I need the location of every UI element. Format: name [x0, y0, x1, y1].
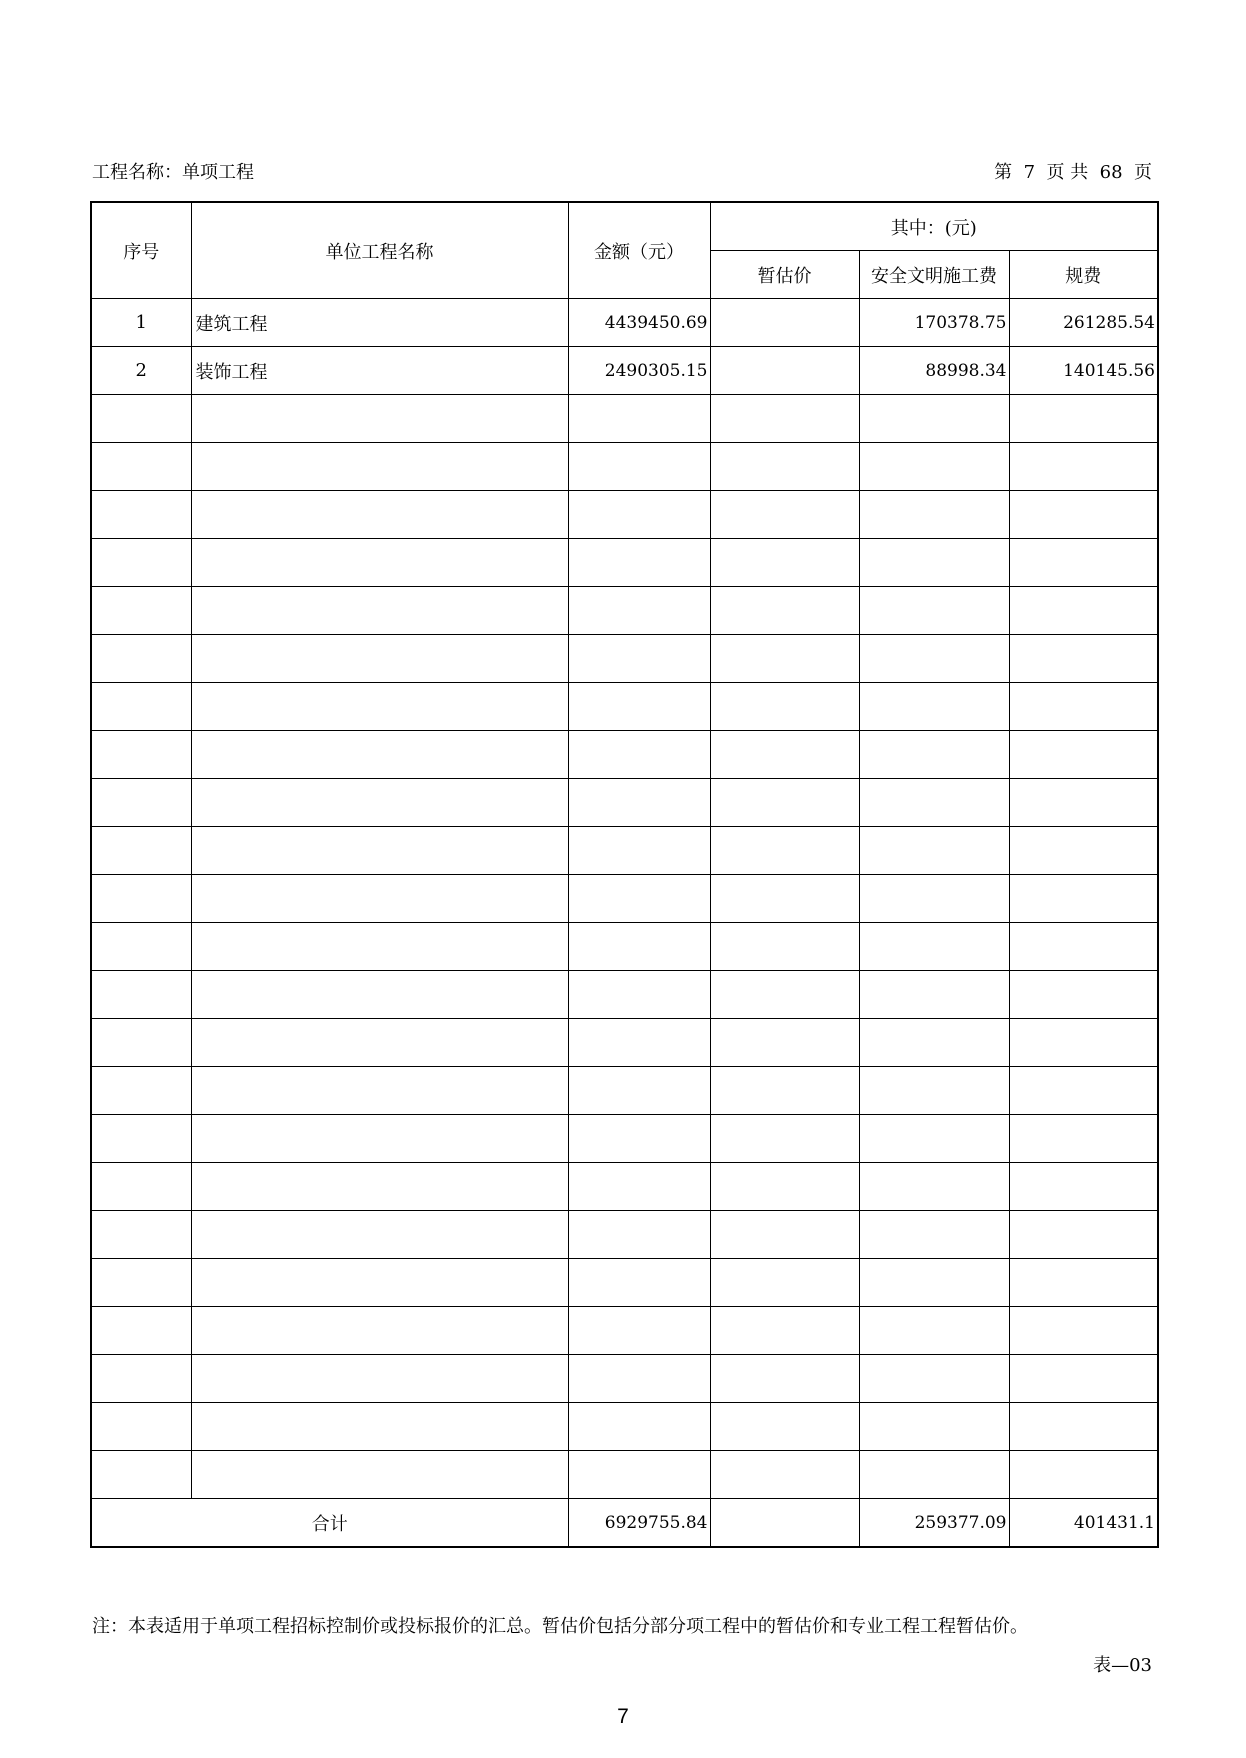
empty-row: [91, 683, 1158, 731]
total-fees: 401431.1: [1009, 1499, 1158, 1548]
cell-fees: [1009, 1211, 1158, 1259]
cell-provisional: [710, 539, 859, 587]
cell-fees: [1009, 923, 1158, 971]
cell-amount: [568, 1067, 710, 1115]
summary-table: [90, 201, 1159, 1548]
empty-row: [91, 827, 1158, 875]
cell-name: 建筑工程: [191, 299, 568, 347]
total-label: 合计: [91, 1499, 568, 1548]
cell-name: [191, 1211, 568, 1259]
cell-safety: [859, 1067, 1009, 1115]
cell-safety: [859, 539, 1009, 587]
cell-provisional: [710, 1163, 859, 1211]
cell-safety: [859, 491, 1009, 539]
cell-fees: [1009, 395, 1158, 443]
cell-fees: [1009, 1403, 1158, 1451]
total-amount: 6929755.84: [568, 1499, 710, 1548]
cell-safety: [859, 395, 1009, 443]
cell-name: [191, 443, 568, 491]
cell-safety: [859, 1403, 1009, 1451]
cell-safety: 170378.75: [859, 299, 1009, 347]
cell-fees: [1009, 1019, 1158, 1067]
cell-amount: [568, 875, 710, 923]
cell-fees: [1009, 683, 1158, 731]
header-row-1: [91, 202, 1158, 251]
cell-fees: [1009, 443, 1158, 491]
cell-name: [191, 1451, 568, 1499]
cell-seq: [91, 875, 191, 923]
cell-amount: [568, 539, 710, 587]
empty-row: [91, 1211, 1158, 1259]
cell-amount: [568, 635, 710, 683]
col-name-header: 单位工程名称: [191, 202, 568, 299]
cell-provisional: [710, 1067, 859, 1115]
cell-amount: [568, 1019, 710, 1067]
cell-name: [191, 875, 568, 923]
cell-amount: [568, 1163, 710, 1211]
total-safety: 259377.09: [859, 1499, 1009, 1548]
empty-row: [91, 395, 1158, 443]
cell-name: [191, 1403, 568, 1451]
cell-safety: [859, 1163, 1009, 1211]
col-amount-header: 金额（元）: [568, 202, 710, 299]
cell-amount: [568, 923, 710, 971]
cell-provisional: [710, 827, 859, 875]
empty-row: [91, 587, 1158, 635]
cell-name: [191, 395, 568, 443]
empty-row: [91, 635, 1158, 683]
cell-seq: [91, 1355, 191, 1403]
cell-seq: 1: [91, 299, 191, 347]
cell-safety: 88998.34: [859, 347, 1009, 395]
cell-name: [191, 1163, 568, 1211]
table-row: [91, 299, 1158, 347]
empty-row: [91, 731, 1158, 779]
cell-safety: [859, 923, 1009, 971]
cell-amount: [568, 1307, 710, 1355]
empty-row: [91, 1067, 1158, 1115]
cell-name: [191, 923, 568, 971]
cell-seq: 2: [91, 347, 191, 395]
cell-name: [191, 1259, 568, 1307]
cell-name: [191, 731, 568, 779]
empty-row: [91, 443, 1158, 491]
empty-row: [91, 1355, 1158, 1403]
cell-provisional: [710, 1355, 859, 1403]
cell-fees: [1009, 779, 1158, 827]
cell-safety: [859, 1451, 1009, 1499]
page-info: 第 7 页 共 68 页: [994, 162, 1152, 183]
form-number: 表—03: [1093, 1655, 1152, 1676]
cell-fees: [1009, 587, 1158, 635]
cell-seq: [91, 1259, 191, 1307]
empty-row: [91, 1259, 1158, 1307]
empty-row: [91, 779, 1158, 827]
cell-safety: [859, 443, 1009, 491]
cell-amount: [568, 683, 710, 731]
cell-seq: [91, 1067, 191, 1115]
cell-safety: [859, 1211, 1009, 1259]
cell-provisional: [710, 395, 859, 443]
cell-name: 装饰工程: [191, 347, 568, 395]
empty-row: [91, 923, 1158, 971]
cell-seq: [91, 1451, 191, 1499]
cell-safety: [859, 971, 1009, 1019]
cell-name: [191, 1067, 568, 1115]
cell-amount: [568, 731, 710, 779]
cell-amount: [568, 443, 710, 491]
cell-fees: [1009, 1307, 1158, 1355]
empty-row: [91, 1451, 1158, 1499]
cell-provisional: [710, 1259, 859, 1307]
cell-safety: [859, 1019, 1009, 1067]
cell-name: [191, 683, 568, 731]
cell-seq: [91, 1019, 191, 1067]
cell-provisional: [710, 347, 859, 395]
cell-safety: [859, 875, 1009, 923]
table-row: [91, 347, 1158, 395]
cell-fees: 140145.56: [1009, 347, 1158, 395]
cell-provisional: [710, 1211, 859, 1259]
col-seq-header: 序号: [91, 202, 191, 299]
cell-seq: [91, 395, 191, 443]
cell-safety: [859, 1307, 1009, 1355]
cell-provisional: [710, 1307, 859, 1355]
cell-amount: [568, 971, 710, 1019]
total-provisional: [710, 1499, 859, 1548]
cell-seq: [91, 491, 191, 539]
cell-fees: [1009, 539, 1158, 587]
cell-amount: [568, 779, 710, 827]
cell-fees: [1009, 875, 1158, 923]
total-row: [91, 1499, 1158, 1548]
table-note: 注：本表适用于单项工程招标控制价或投标报价的汇总。暂估价包括分部分项工程中的暂估价和专业工程工程暂估价。: [92, 1616, 1028, 1637]
cell-provisional: [710, 683, 859, 731]
empty-row: [91, 491, 1158, 539]
cell-seq: [91, 827, 191, 875]
cell-fees: [1009, 971, 1158, 1019]
cell-name: [191, 1355, 568, 1403]
cell-fees: [1009, 1067, 1158, 1115]
cell-seq: [91, 1211, 191, 1259]
cell-fees: [1009, 635, 1158, 683]
project-name: 工程名称：单项工程: [92, 162, 254, 183]
cell-provisional: [710, 875, 859, 923]
empty-row: [91, 875, 1158, 923]
empty-row: [91, 1403, 1158, 1451]
cell-seq: [91, 731, 191, 779]
cell-provisional: [710, 1115, 859, 1163]
cell-seq: [91, 1115, 191, 1163]
cell-provisional: [710, 923, 859, 971]
cell-amount: 4439450.69: [568, 299, 710, 347]
cell-name: [191, 1115, 568, 1163]
cell-safety: [859, 827, 1009, 875]
cell-name: [191, 827, 568, 875]
cell-amount: [568, 395, 710, 443]
col-safety-header: 安全文明施工费: [859, 251, 1009, 299]
cell-name: [191, 779, 568, 827]
cell-fees: [1009, 1259, 1158, 1307]
cell-fees: [1009, 1451, 1158, 1499]
empty-row: [91, 539, 1158, 587]
cell-seq: [91, 587, 191, 635]
cell-seq: [91, 443, 191, 491]
cell-seq: [91, 971, 191, 1019]
cell-seq: [91, 1163, 191, 1211]
cell-amount: [568, 1451, 710, 1499]
cell-name: [191, 587, 568, 635]
cell-fees: [1009, 827, 1158, 875]
empty-row: [91, 971, 1158, 1019]
cell-amount: [568, 491, 710, 539]
cell-provisional: [710, 971, 859, 1019]
cell-amount: [568, 1403, 710, 1451]
cell-fees: [1009, 1355, 1158, 1403]
cell-safety: [859, 587, 1009, 635]
cell-safety: [859, 1355, 1009, 1403]
cell-provisional: [710, 491, 859, 539]
cell-seq: [91, 923, 191, 971]
cell-amount: [568, 1115, 710, 1163]
cell-safety: [859, 635, 1009, 683]
cell-safety: [859, 1115, 1009, 1163]
cell-provisional: [710, 299, 859, 347]
empty-row: [91, 1019, 1158, 1067]
empty-row: [91, 1115, 1158, 1163]
cell-name: [191, 539, 568, 587]
empty-row: [91, 1163, 1158, 1211]
cell-amount: [568, 1355, 710, 1403]
cell-safety: [859, 731, 1009, 779]
cell-name: [191, 491, 568, 539]
cell-seq: [91, 1403, 191, 1451]
page-number: 7: [617, 1705, 629, 1728]
cell-provisional: [710, 731, 859, 779]
cell-seq: [91, 539, 191, 587]
cell-name: [191, 635, 568, 683]
cell-provisional: [710, 635, 859, 683]
cell-amount: [568, 1259, 710, 1307]
col-provisional-header: 暂估价: [710, 251, 859, 299]
cell-provisional: [710, 443, 859, 491]
cell-fees: 261285.54: [1009, 299, 1158, 347]
cell-safety: [859, 683, 1009, 731]
cell-provisional: [710, 1019, 859, 1067]
cell-provisional: [710, 1451, 859, 1499]
cell-seq: [91, 635, 191, 683]
cell-name: [191, 1307, 568, 1355]
cell-seq: [91, 683, 191, 731]
cell-fees: [1009, 1115, 1158, 1163]
cell-provisional: [710, 1403, 859, 1451]
cell-amount: 2490305.15: [568, 347, 710, 395]
cell-seq: [91, 779, 191, 827]
cell-fees: [1009, 731, 1158, 779]
col-fees-header: 规费: [1009, 251, 1158, 299]
cell-provisional: [710, 779, 859, 827]
col-group-header: 其中：(元): [710, 202, 1158, 251]
cell-name: [191, 1019, 568, 1067]
cell-fees: [1009, 1163, 1158, 1211]
cell-seq: [91, 1307, 191, 1355]
cell-name: [191, 971, 568, 1019]
cell-amount: [568, 827, 710, 875]
cell-safety: [859, 779, 1009, 827]
cell-amount: [568, 1211, 710, 1259]
cell-amount: [568, 587, 710, 635]
cell-provisional: [710, 587, 859, 635]
cell-safety: [859, 1259, 1009, 1307]
empty-row: [91, 1307, 1158, 1355]
cell-fees: [1009, 491, 1158, 539]
